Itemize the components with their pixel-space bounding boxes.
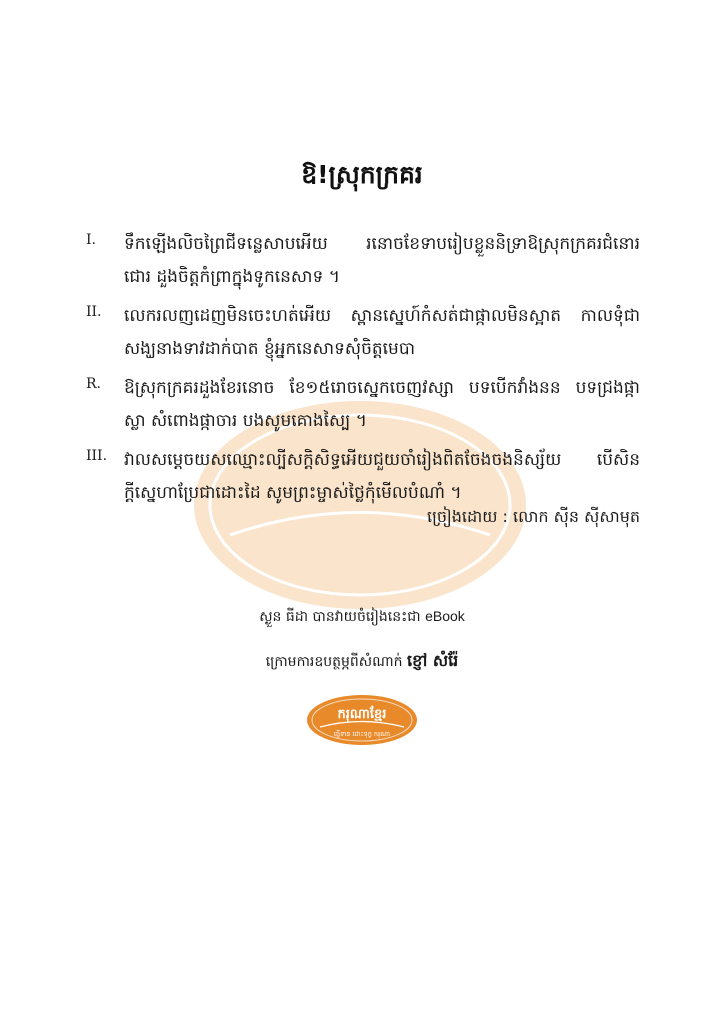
verse-number: I. bbox=[86, 232, 96, 248]
verse-line: វាលសម្ដេចយសឈ្មោះល្បីសក្តិសិទ្ធអើយជួយចាំរៀងពិតចែងចងនិស្ស័យ បើសិន bbox=[124, 450, 640, 470]
refrain bbox=[80, 372, 640, 438]
song-title: ឱ!ស្រុកក្រគរ bbox=[301, 160, 423, 189]
verse-number: II. bbox=[86, 304, 102, 320]
sponsor-name: ខ្ញៅ សំរ៉ែ bbox=[406, 651, 459, 670]
verse-3 bbox=[80, 444, 640, 510]
verse-line: លេករលញដេញមិនចេះហត់អើយ ស្ពានស្នេហ៍កំសត់ជាផ្កាលមិនស្អាត កាលទុំជា bbox=[124, 306, 640, 326]
verse-1 bbox=[80, 228, 640, 294]
verse-line: ជោរ ដួងចិត្តកំព្រាក្នុងទូកនេសាទ ។ bbox=[124, 267, 340, 287]
ebook-typist-text: ស្ងួន ធីដា បានវាយចំរៀងនេះជា bbox=[259, 609, 421, 625]
verse-2 bbox=[80, 300, 640, 366]
verse-line: សង្ឃនាងទាវដាក់បាត ខ្ញុំអ្នកនេសាទសុំចិត្តមេបា bbox=[124, 339, 416, 359]
sponsor-prefix: ក្រោមការឧបត្ថម្ភពីសំណាក់ bbox=[265, 654, 403, 670]
verse-line: ទឹកឡើងលិចព្រៃជីទន្លេសាបអើយ រនោចខែទាបរៀបខ្លួននិទ្រាឱស្រុកក្រគរជំនោរ bbox=[124, 234, 640, 254]
verse-line: ស្លា សំពោងផ្កាចារ បងសូមគោងស្បៃ ។ bbox=[124, 411, 367, 431]
logo-top-text: ករុណាខ្មែរ bbox=[337, 707, 387, 722]
sponsor-line bbox=[0, 650, 724, 674]
karuna-khmer-logo bbox=[306, 694, 418, 746]
singer-credit: ច្រៀងដោយ : លោក ស៊ីន ស៊ីសាមុត bbox=[427, 507, 640, 526]
verse-number: R. bbox=[86, 376, 101, 392]
verse-number: III. bbox=[86, 448, 108, 464]
logo-bottom-text: ធ្វើទាន ដោះទុក្ខ ករុណា bbox=[333, 730, 391, 738]
ebook-label: eBook bbox=[425, 608, 465, 624]
verse-line: ក្តីស្នេហាប្រែជាដោះដៃ សូមព្រះម្ចាស់ថ្លៃកុំមើលបំណាំ ។ bbox=[124, 483, 462, 503]
ebook-typist-line bbox=[0, 607, 724, 628]
lyrics-body bbox=[80, 228, 640, 516]
verse-line: ឱស្រុកក្រគរដួងខែរនោច ខែ១៥រោចស្នេកចេញវស្សា បទបើកវាំងនន បទជ្រងផ្កា bbox=[124, 378, 640, 398]
